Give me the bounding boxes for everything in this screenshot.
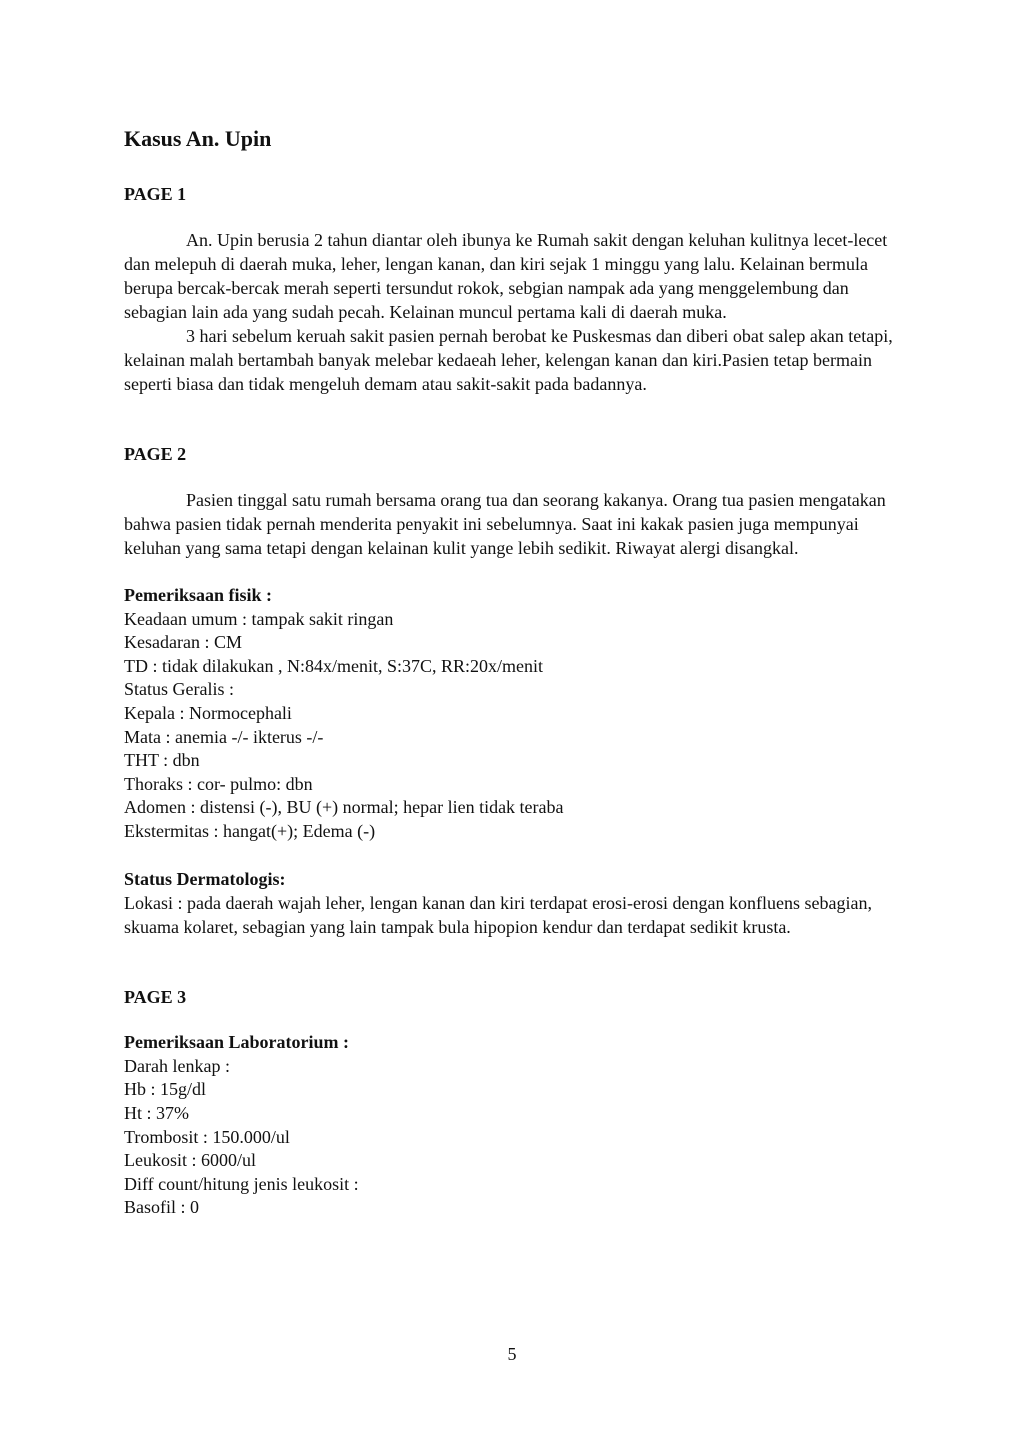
physical-exam-line: Kesadaran : CM [124,632,242,653]
document-title: Kasus An. Upin [124,126,272,151]
dermatology-text: Lokasi : pada daerah wajah leher, lengan kanan dan kiri terdapat erosi-erosi dengan konfluens sebagian, skuama kolaret, sebagian yang lain tampak bula hipopion kendur dan terdapat sedikit krusta. [124,893,872,938]
physical-exam-line: Keadaan umum : tampak sakit ringan [124,608,394,629]
page-number: 5 [507,1344,517,1364]
lab-line: Darah lenkap : [124,1055,230,1076]
lab-line: Hb : 15g/dl [124,1079,207,1100]
lab-line: Trombosit : 150.000/ul [124,1126,290,1147]
document-body [124,125,914,1220]
physical-exam-line: Adomen : distensi (-), BU (+) normal; hepar lien tidak teraba [124,797,564,818]
page1-paragraph-2: 3 hari sebelum keruah sakit pasien pernah berobat ke Puskesmas dan diberi obat salep akan tetapi, kelainan malah bertambah banyak melebar kedaeah leher, kelengan kanan dan kiri.Pasien tetap bermain seperti biasa dan tidak mengeluh demam atau sakit-sakit pada badannya. [124,326,893,394]
lab-line: Diff count/hitung jenis leukosit : [124,1173,359,1194]
physical-exam-line: Kepala : Normocephali [124,702,292,723]
lab-line: Ht : 37% [124,1102,189,1123]
page1-heading: PAGE 1 [124,184,187,204]
physical-exam-line: Mata : anemia -/- ikterus -/- [124,726,324,747]
lab-line: Basofil : 0 [124,1197,199,1218]
physical-exam-heading: Pemeriksaan fisik : [124,585,272,605]
lab-line: Leukosit : 6000/ul [124,1150,256,1171]
dermatology-heading: Status Dermatologis: [124,868,286,889]
physical-exam-line: Ekstermitas : hangat(+); Edema (-) [124,820,376,841]
page2-paragraph: Pasien tinggal satu rumah bersama orang tua dan seorang kakanya. Orang tua pasien mengatakan bahwa pasien tidak pernah menderita penyakit ini sebelumnya. Saat ini kakak pasien juga mempunyai keluhan yang sama tetapi dengan kelainan kulit yange lebih sedikit. Riwayat alergi disangkal. [124,490,886,558]
physical-exam-line: THT : dbn [124,750,200,771]
physical-exam-line: Thoraks : cor- pulmo: dbn [124,773,313,794]
lab-heading: Pemeriksaan Laboratorium : [124,1032,349,1053]
page1-paragraph-1: An. Upin berusia 2 tahun diantar oleh ibunya ke Rumah sakit dengan keluhan kulitnya lecet-lecet dan melepuh di daerah muka, leher, lengan kanan, dan kiri sejak 1 minggu yang lalu. Kelainan bermula berupa bercak-bercak merah seperti tersundut rokok, sebgian nampak ada yang menggelembung dan sebagian lain ada yang sudah pecah. Kelainan muncul pertama kali di daerah muka. [124,230,888,322]
page3-heading: PAGE 3 [124,987,187,1008]
physical-exam-line: Status Geralis : [124,679,234,700]
physical-exam-line: TD : tidak dilakukan , N:84x/menit, S:37C, RR:20x/menit [124,655,543,676]
page2-heading: PAGE 2 [124,444,187,464]
